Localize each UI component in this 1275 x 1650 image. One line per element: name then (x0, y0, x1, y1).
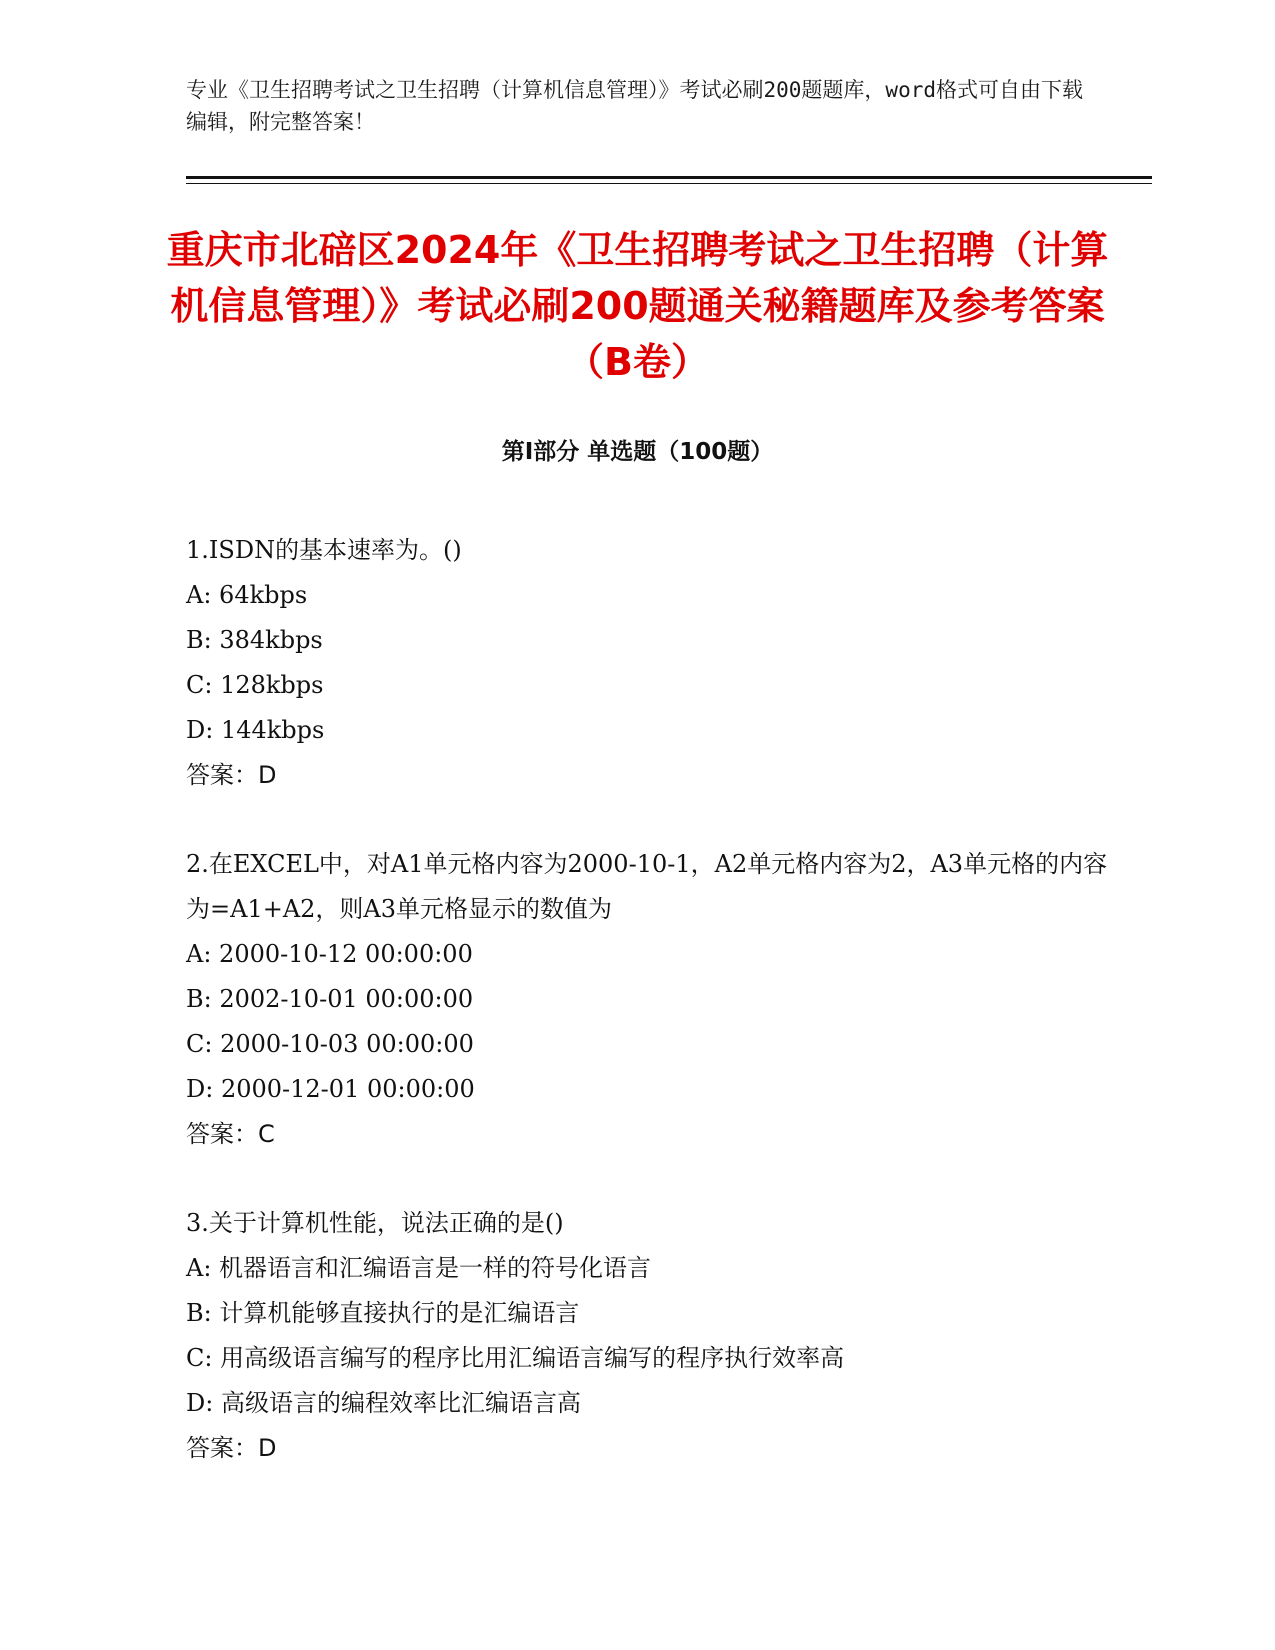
option-d: D: 2000-12-01 00:00:00 (186, 1075, 475, 1103)
section-heading: 第I部分 单选题（100题） (501, 439, 774, 465)
question-stem: 3.关于计算机性能，说法正确的是() (186, 1209, 564, 1237)
option-a: A: 2000-10-12 00:00:00 (186, 940, 473, 968)
question-stem: 2.在EXCEL中，对A1单元格内容为2000-10-1，A2单元格内容为2，A3单元格的内容为=A1+A2，则A3单元格显示的数值为 (186, 850, 1108, 923)
question-list (186, 528, 1126, 1515)
answer: 答案：D (186, 1434, 277, 1462)
option-a: A: 64kbps (186, 581, 308, 609)
header-rule-thick (186, 176, 1152, 179)
question-2 (186, 842, 1126, 1157)
option-d: D: 高级语言的编程效率比汇编语言高 (186, 1389, 581, 1417)
question-1 (186, 528, 1126, 798)
header-rule-thin (186, 183, 1152, 184)
question-stem: 1.ISDN的基本速率为。() (186, 536, 462, 564)
option-b: B: 384kbps (186, 626, 323, 654)
document-title: 重庆市北碚区2024年《卫生招聘考试之卫生招聘（计算机信息管理）》考试必刷200题通关秘籍题库及参考答案（B卷） (166, 228, 1109, 384)
option-b: B: 2002-10-01 00:00:00 (186, 985, 474, 1013)
question-3 (186, 1201, 1126, 1471)
answer: 答案：C (186, 1120, 275, 1148)
option-b: B: 计算机能够直接执行的是汇编语言 (186, 1299, 580, 1327)
option-c: C: 128kbps (186, 671, 324, 699)
header-note: 专业《卫生招聘考试之卫生招聘（计算机信息管理）》考试必刷200题题库，word格式可自由下载编辑，附完整答案！ (186, 78, 1083, 134)
option-a: A: 机器语言和汇编语言是一样的符号化语言 (186, 1254, 652, 1282)
answer: 答案：D (186, 761, 277, 789)
option-c: C: 2000-10-03 00:00:00 (186, 1030, 474, 1058)
option-d: D: 144kbps (186, 716, 325, 744)
option-c: C: 用高级语言编写的程序比用汇编语言编写的程序执行效率高 (186, 1344, 845, 1372)
